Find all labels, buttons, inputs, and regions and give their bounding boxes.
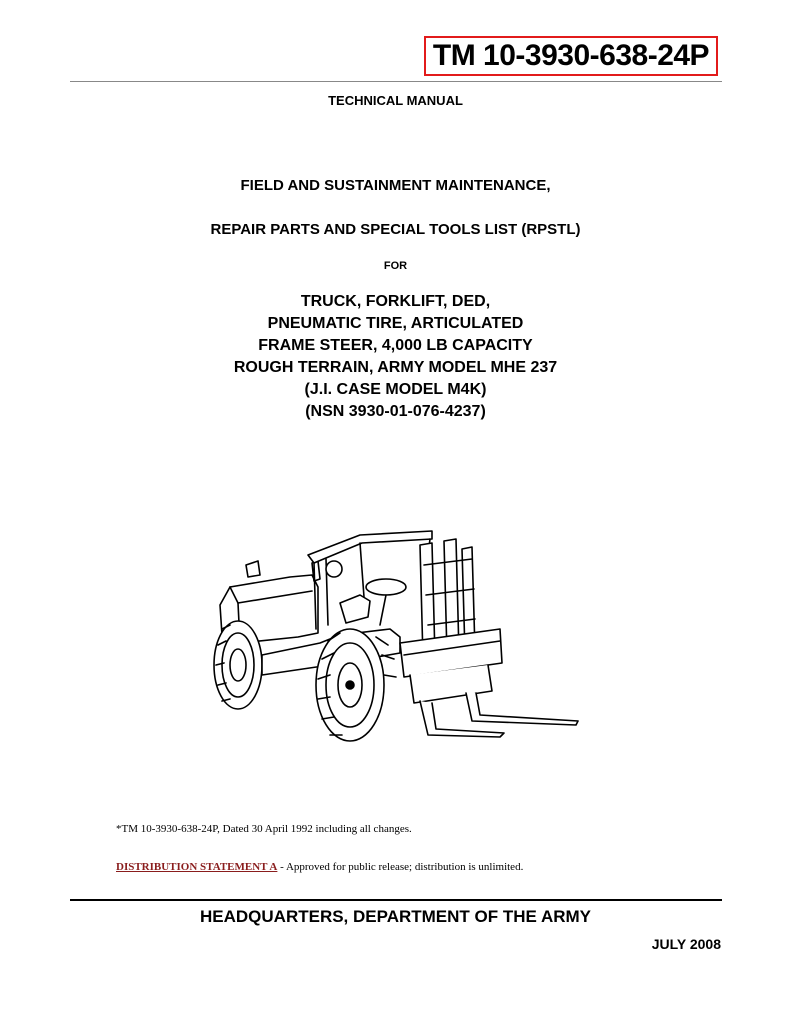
subject-line: TRUCK, FORKLIFT, DED,: [300, 293, 491, 310]
bottom-divider: [70, 899, 722, 901]
subject-line: (J.I. CASE MODEL M4K): [304, 381, 487, 398]
headquarters: HEADQUARTERS, DEPARTMENT OF THE ARMY: [200, 907, 591, 926]
tm-number-box: [424, 36, 718, 76]
subject-line: (NSN 3930-01-076-4237): [305, 403, 486, 420]
title-line-1: FIELD AND SUSTAINMENT MAINTENANCE,: [240, 177, 551, 194]
subject-block: [0, 291, 791, 423]
distribution-label: DISTRIBUTION STATEMENT A: [116, 861, 278, 873]
distribution-text: - Approved for public release; distribution is unlimited.: [277, 861, 524, 873]
forklift-illustration: [200, 525, 580, 755]
top-divider: [70, 81, 722, 82]
tm-number: TM 10-3930-638-24P: [432, 39, 710, 72]
subject-line: PNEUMATIC TIRE, ARTICULATED: [267, 315, 524, 332]
publication-date: JULY 2008: [651, 936, 721, 952]
distribution-statement: [116, 861, 523, 873]
subject-line: FRAME STEER, 4,000 LB CAPACITY: [258, 337, 533, 354]
subject-line: ROUGH TERRAIN, ARMY MODEL MHE 237: [233, 359, 558, 376]
supersede-note: *TM 10-3930-638-24P, Dated 30 April 1992 including all changes.: [116, 823, 412, 835]
for-label: FOR: [383, 260, 408, 272]
title-line-2: REPAIR PARTS AND SPECIAL TOOLS LIST (RPSTL): [210, 221, 581, 238]
manual-type: TECHNICAL MANUAL: [328, 93, 463, 108]
